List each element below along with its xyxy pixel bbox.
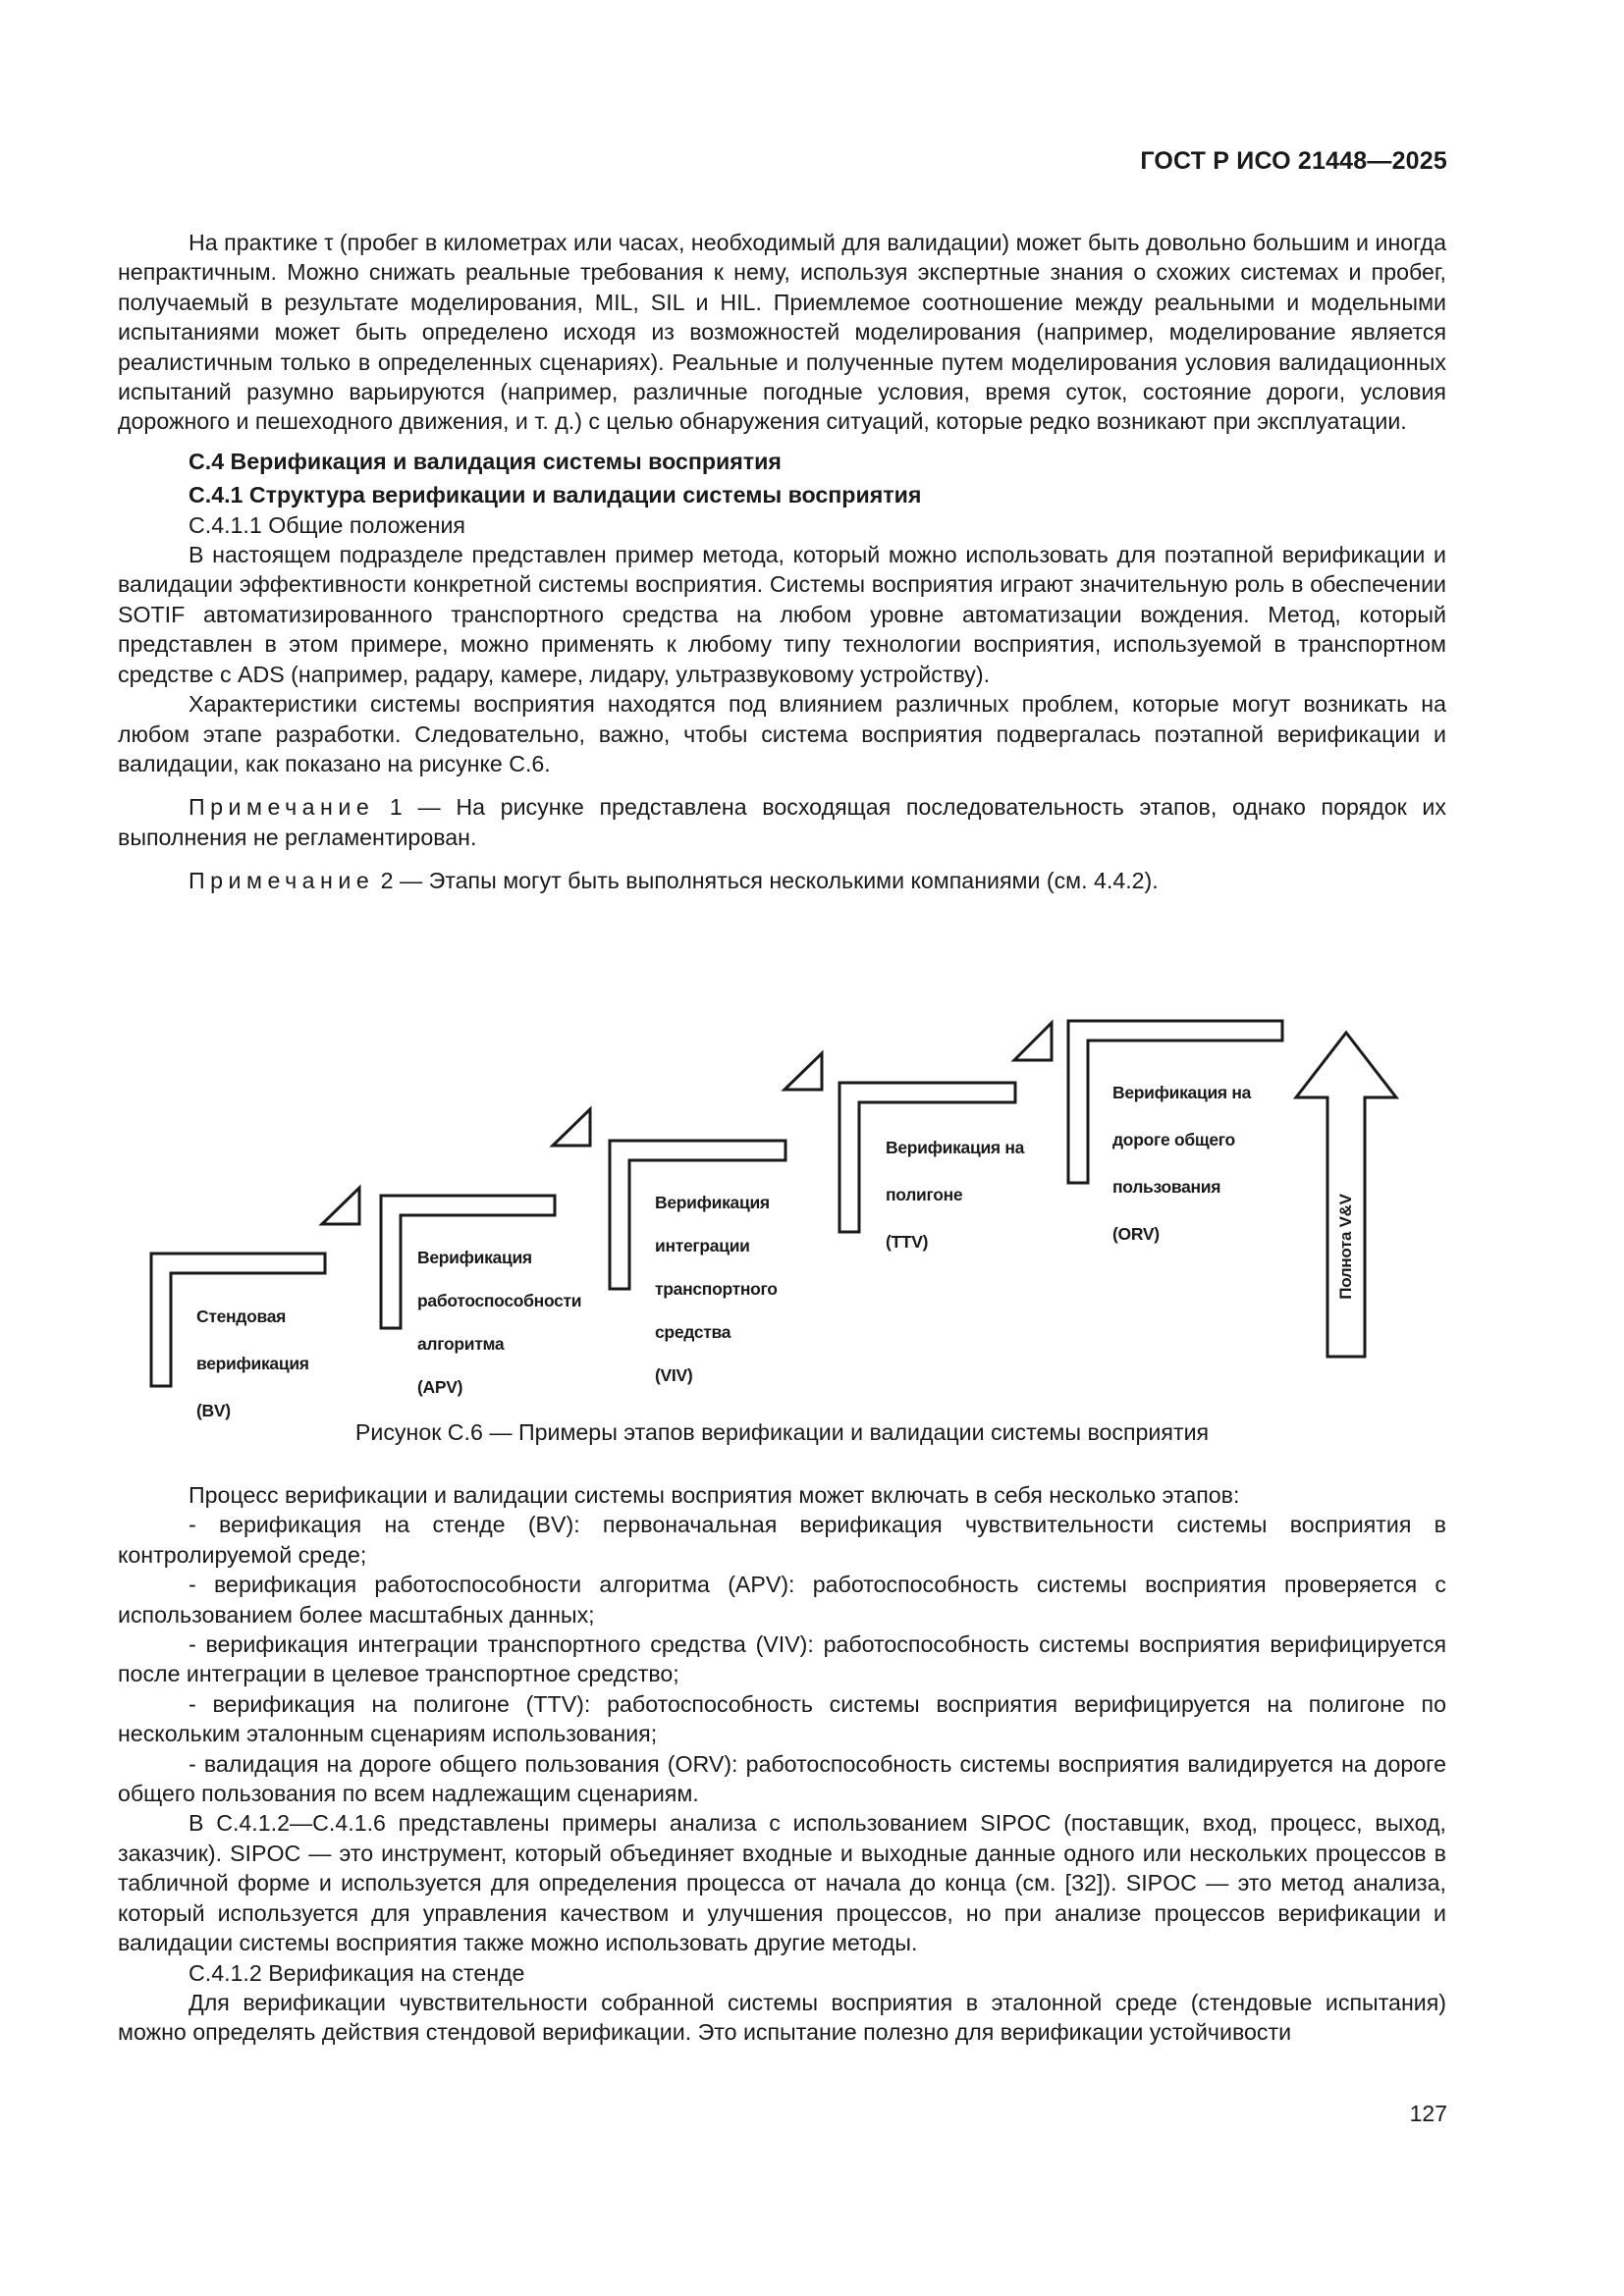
stage-apv-label: Верификация работоспособности алгоритма (APV) — [417, 1248, 582, 1397]
process-item-orv: - валидация на дороге общего пользования (ORV): работоспособность системы восприятия валидируется на дороге общего пользования по всем надлежащим сценариям. — [118, 1750, 1446, 1807]
stage-bv-label: Стендовая верификация (BV) — [196, 1307, 309, 1420]
process-item-ttv: - верификация на полигоне (TTV): работоспособность системы восприятия верифицируется на полигоне по нескольким эталонным сценариям использования; — [118, 1690, 1446, 1747]
page-number: 127 — [1409, 2101, 1447, 2126]
note-2-label: Примечание — [189, 868, 375, 894]
note-1-label: Примечание — [189, 794, 375, 821]
section-c41-title: С.4.1 Структура верификации и валидации системы восприятия — [189, 482, 922, 508]
section-c411-title: С.4.1.1 Общие положения — [189, 511, 465, 538]
stage-bv-corner — [322, 1188, 359, 1224]
stage-viv-label: Верификация интеграции транспортного средства (VIV) — [655, 1193, 778, 1385]
stage-apv-corner — [553, 1109, 590, 1146]
paragraph-method: В настоящем подразделе представлен пример метода, который можно использовать для поэтапной верификации и валидации эффективности конкретной системы восприятия. Системы восприятия играют значительную роль в обеспечении SOTIF автоматизированного транспортного средства на любом уровне автоматизации вождения. Метод, который представлен в этом примере, можно применять к любому типу технологии восприятия, используемой в транспортном средстве с ADS (например, радару, камере, лидару, ультразвуковому устройству). — [118, 542, 1446, 687]
note-2 — [118, 866, 1446, 895]
arrow-label: Полнота V&V — [1336, 1194, 1355, 1300]
note-2-text: 2 — Этапы могут быть выполняться несколькими компаниями (см. 4.4.2). — [380, 868, 1159, 894]
section-c4-title: С.4 Верификация и валидация системы восприятия — [189, 448, 782, 474]
note-1 — [118, 792, 1446, 852]
stage-ttv-label: Верификация на полигоне (TTV) — [886, 1138, 1025, 1252]
process-intro: Процесс верификации и валидации системы восприятия может включать в себя несколько этапов: — [189, 1482, 1240, 1508]
standard-header: ГОСТ Р ИСО 21448—2025 — [1140, 147, 1447, 175]
top-text — [118, 228, 1446, 910]
note-1-text: 1 — На рисунке представлена восходящая последовательность этапов, однако порядок их выполнения не регламентирован. — [118, 794, 1446, 850]
intro-paragraph: На практике τ (пробег в километрах или часах, необходимый для валидации) может быть довольно большим и иногда непрактичным. Можно снижать реальные требования к нему, используя экспертные знания о схожих системах и пробег, получаемый в результате моделирования, MIL, SIL и HIL. Приемлемое соотношение между реальными и модельными испытаниями может быть определено исходя из возможностей моделирования (например, моделирование является реалистичным только в определенных сценариях). Реальные и полученные путем моделирования условия валидационных испытаний разумно варьируются (например, различные погодные условия, время суток, состояние дороги, условия дорожного и пешеходного движения, и т. д.) с целью обнаружения ситуаций, которые редко возникают при эксплуатации. — [118, 230, 1446, 435]
stage-orv-label: Верификация на дороге общего пользования (ORV) — [1112, 1083, 1252, 1244]
bottom-text — [118, 1480, 1446, 2048]
stage-viv-corner — [785, 1053, 822, 1090]
paragraph-characteristics: Характеристики системы восприятия находятся под влиянием различных проблем, которые могут возникать на любом этапе разработки. Следовательно, важно, чтобы система восприятия подвергалась поэтапной верификации и валидации, как показано на рисунке С.6. — [118, 691, 1446, 776]
sipoc-paragraph: В С.4.1.2—С.4.1.6 представлены примеры анализа с использованием SIPOC (поставщик, вход, процесс, выход, заказчик). SIPOC — это инструмент, который объединяет входные и выходные данные одного или нескольких процессов в табличной форме и используется для определения процесса от начала до конца (см. [32]). SIPOC — это метод анализа, который используется для управления качеством и улучшения процессов, но при анализе процессов верификации и валидации системы восприятия также можно использовать другие методы. — [118, 1810, 1446, 1956]
paragraph-bench: Для верификации чувствительности собранной системы восприятия в эталонной среде (стендовые испытания) можно определять действия стендовой верификации. Это испытание полезно для верификации устойчивости — [118, 1989, 1446, 2046]
figure-c6 — [118, 1001, 1446, 1420]
section-c412-title: С.4.1.2 Верификация на стенде — [189, 1959, 525, 1986]
process-item-bv: - верификация на стенде (BV): первоначальная верификация чувствительности системы восприятия в контролируемой среде; — [118, 1512, 1446, 1568]
figure-caption: Рисунок С.6 — Примеры этапов верификации и валидации системы восприятия — [354, 1419, 1210, 1445]
process-item-viv: - верификация интеграции транспортного средства (VIV): работоспособность системы восприятия верифицируется после интеграции в целевое транспортное средство; — [118, 1631, 1446, 1687]
stage-ttv-corner — [1014, 1023, 1052, 1060]
process-item-apv: - верификация работоспособности алгоритма (APV): работоспособность системы восприятия проверяется с использованием более масштабных данных; — [118, 1572, 1446, 1628]
